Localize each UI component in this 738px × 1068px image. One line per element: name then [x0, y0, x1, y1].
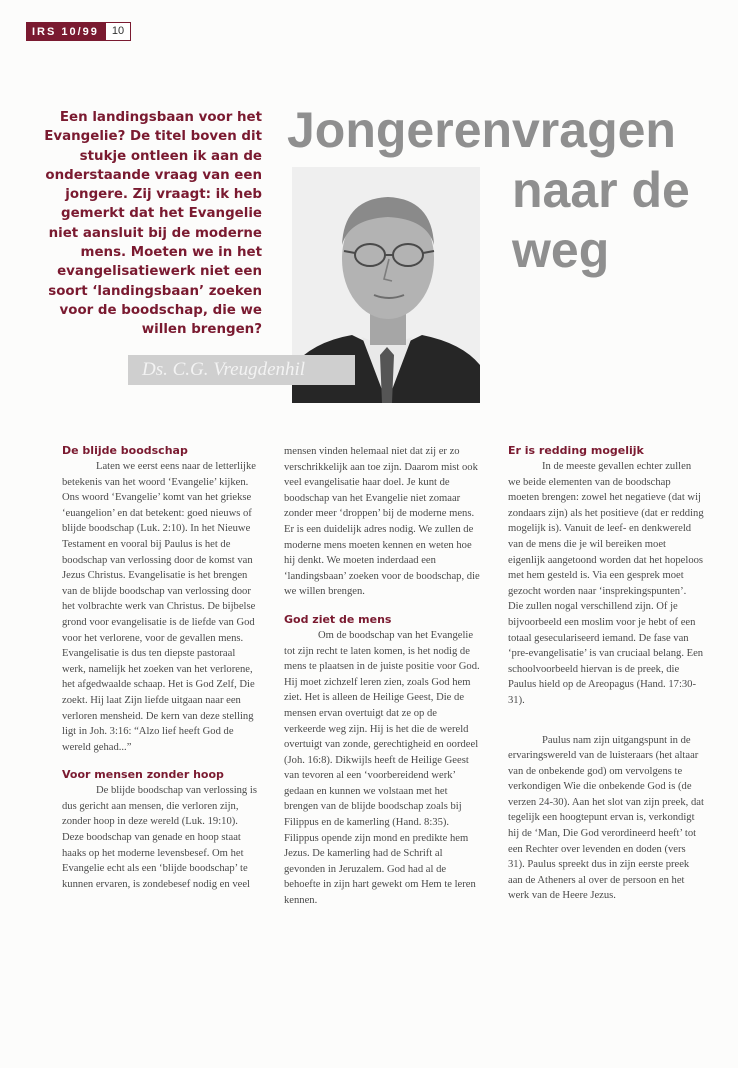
magazine-issue: IRS 10/99	[26, 22, 105, 41]
title-word-3: naar de	[512, 162, 690, 218]
heading-voor-mensen-zonder-hoop: Voor mensen zonder hoop	[62, 768, 224, 782]
page-number: 10	[105, 22, 131, 41]
title-word-2: vragen	[512, 102, 676, 158]
paragraph: mensen vinden helemaal niet dat zij er zo verschrikkelijk aan toe zijn. Daarom mist ook veel evangelisatie haar doel. Je kunt de boodschap van het Evangelie niet zomaar zonder meer ‘droppen’ bij de moderne mens. Er is een duidelijk adres nodig. We zullen de moderne mens moeten kennen en weten hoe hij denkt. We moeten inderdaad een ‘landingsbaan’ zoeken voor de boodschap, die we willen brengen.	[284, 446, 480, 598]
author-name: Ds. C.G. Vreugdenhil	[128, 355, 355, 385]
title-word-4: weg	[512, 222, 610, 278]
heading-god-ziet-de-mens: God ziet de mens	[284, 612, 392, 626]
heading-er-is-redding-mogelijk: Er is redding mogelijk	[508, 444, 644, 457]
column-3	[508, 442, 704, 904]
title-word-1: Jongeren	[287, 102, 513, 158]
page-header	[26, 22, 131, 41]
paragraph: De blijde boodschap van verlossing is dus gericht aan mensen, die verloren zijn, zonder hoop in deze wereld (Luk. 19:10). Deze boodschap van genade en hoop staat haaks op het moderne levensbesef. Om het Evangelie echt als een ‘blijde boodschap’ te kunnen ervaren, is zondebesef nodig en veel	[62, 785, 257, 890]
column-2	[284, 444, 480, 909]
paragraph: In de meeste gevallen echter zullen we beide elementen van de boodschap moeten brengen: zowel het negatieve (dat wij zondaars zijn) als het positieve (dat er redding mogelijk is). Vanuit de leef- en denkwereld van de mens die je wil bereiken moet eigenlijk aangetoond worden dat het hopeloos met hem gesteld is. Via een gesprek moet gezocht worden naar ‘insprekingspunten’. Die zullen nogal verschillend zijn. Of je bijvoorbeeld een moslim voor je hebt of een totaal geseculariseerd iemand. De fase van ‘pre-evangelisatie’ is van cruciaal belang. Een schoolvoorbeeld hiervan is de preek, die Paulus hield op de Areopagus (Hand. 17:30-31).	[508, 461, 704, 706]
column-1	[62, 442, 258, 892]
heading-blijde-boodschap: De blijde boodschap	[62, 444, 188, 457]
paragraph: Om de boodschap van het Evangelie tot zijn recht te laten komen, is het nodig de mens te plaatsen in de juiste positie voor God. Hij moet zichzelf leren zien, zoals God hem ziet. Het is alleen de Heilige Geest, Die de mensen ervan overtuigt dat ze op de verkeerde weg zijn. Hij is het die de wereld overtuigt van zonde, gerechtigheid en oordeel (Joh. 16:8). Dikwijls heeft de Heilige Geest van tevoren al een ‘voorbereidend werk’ gedaan en kunnen we volstaan met het brengen van de blijde boodschap zoals bij Filippus en de kamerling (Hand. 8:35). Filippus opende zijn mond en predikte hem Jezus. De kamerling had de Schrift al gevonden in Jeruzalem. God had al de behoefte in zijn hart gewekt om Hem te leren kennen.	[284, 629, 480, 907]
paragraph: Laten we eerst eens naar de letterlijke betekenis van het woord ‘Evangelie’ kijken. Ons woord ‘Evangelie’ komt van het griekse ‘euangelion’ en dat betekent: goed nieuws of blijde boodschap (Luk. 2:10). In het Nieuwe Testament en vooral bij Paulus is het de boodschap van verlossing door de komst van Jezus Christus. Evangelisatie is het brengen van de blijde boodschap van verlossing door het volbrachte werk van Christus. De bijbelse grond voor evangelisatie is de liefde van God voor het verlorene, voor de gevallen mens. Evangelisatie is dus ten diepste pastoraal werk, namelijk het zoeken van het verlorene, het afgedwaalde schaap. Het is God Zelf, Die zoekt. Hij laat Zijn liefde uitgaan naar een verloren mensheid. De kern van deze stelling ligt in Joh. 3:16: “Alzo lief heeft God de wereld gehad...”	[62, 461, 256, 753]
paragraph: Paulus nam zijn uitgangspunt in de ervaringswereld van de luisteraars (het altaar van de onbekende god) om vervolgens te verkondigen Wie die onbekende God is (de verzen 24-30). Aan het slot van zijn preek, dat tegelijk een hoogtepunt ervan is, verkondigt hij de ‘Man, Die God verordineerd heeft’ tot een Rechter over levenden en doden (vers 31). Paulus spreekt dus in zijn eerste preek aan de Atheners al over de persoon en het werk van de Heere Jezus.	[508, 734, 704, 902]
intro-text: Een landingsbaan voor het Evangelie? De titel boven dit stukje ontleen ik aan de onderstaande vraag van een jongere. Zij vraagt: ik heb gemerkt dat het Evangelie niet aansluit bij de moderne mens. Moeten we in het evangelisatiewerk niet een soort ‘landingsbaan’ zoeken voor de boodschap, die we willen brengen?	[44, 110, 262, 338]
